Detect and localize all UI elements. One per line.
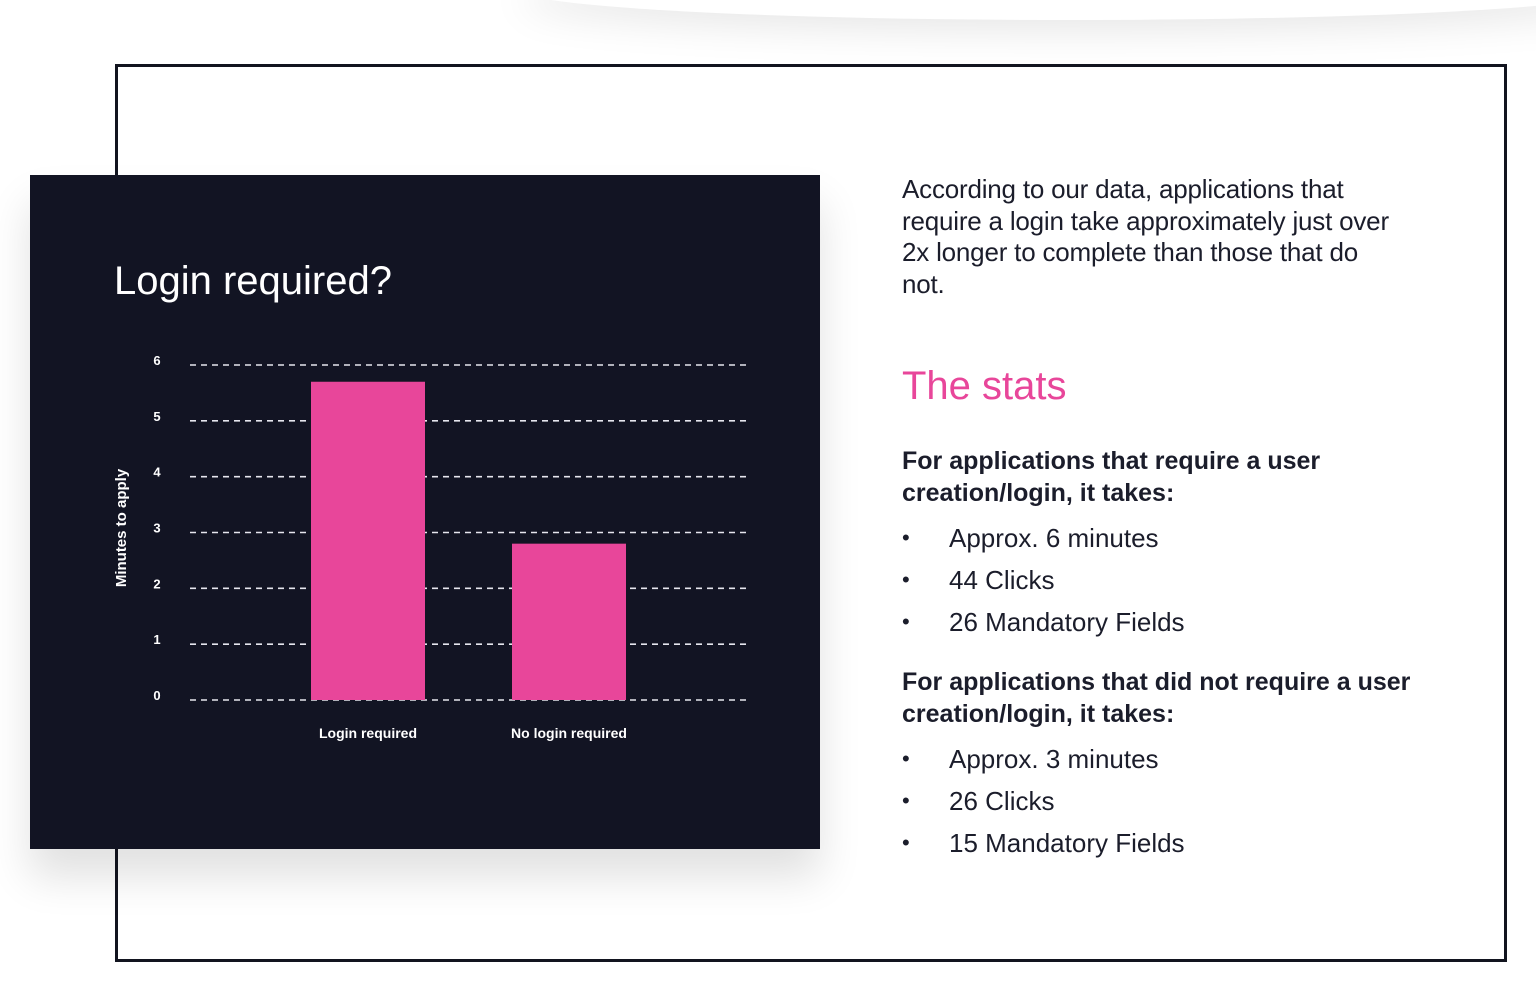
category-label: Login required (319, 725, 417, 741)
grid-lines (190, 365, 746, 700)
y-tick-label: 1 (153, 632, 161, 648)
list-item (902, 738, 1462, 780)
y-axis-label: Minutes to apply (113, 468, 130, 588)
stats-group-no-login (902, 667, 1462, 864)
category-labels (319, 725, 627, 741)
stats-list (902, 738, 1462, 864)
y-tick-label: 5 (153, 408, 161, 424)
stats-group-login (902, 446, 1462, 643)
stats-group-heading: For applications that require a user creation/login, it takes: (902, 447, 1321, 507)
list-item-text: 44 Clicks (949, 565, 1055, 595)
y-tick-label: 3 (153, 520, 161, 536)
category-label: No login required (511, 725, 627, 741)
y-tick-label: 6 (153, 353, 161, 368)
list-item-text: 15 Mandatory Fields (949, 828, 1185, 858)
y-tick-label: 4 (153, 464, 161, 480)
y-tick-labels (153, 353, 161, 703)
list-item (902, 517, 1462, 559)
bullet-icon: • (902, 609, 910, 634)
bar-chart (30, 175, 820, 849)
list-item-text: Approx. 3 minutes (949, 744, 1159, 774)
list-item (902, 822, 1462, 864)
bullet-icon: • (902, 788, 910, 813)
stats-list (902, 517, 1462, 643)
list-item-text: 26 Clicks (949, 786, 1055, 816)
stats-heading: The stats (902, 364, 1067, 408)
list-item (902, 559, 1462, 601)
text-column (902, 174, 1462, 858)
bullet-icon: • (902, 830, 910, 855)
bar (512, 544, 626, 700)
top-shadow (520, 0, 1536, 20)
bars (311, 382, 626, 700)
y-tick-label: 2 (153, 576, 161, 592)
intro-paragraph: According to our data, applications that require a login take approximately just over 2x longer to complete than those that do not. (902, 174, 1389, 299)
list-item-text: 26 Mandatory Fields (949, 607, 1185, 637)
y-tick-label: 0 (153, 688, 161, 703)
bar (311, 382, 425, 700)
chart-title: Login required? (114, 259, 392, 303)
list-item (902, 601, 1462, 643)
stats-group-heading: For applications that did not require a user creation/login, it takes: (902, 668, 1411, 728)
chart-card (30, 175, 820, 849)
bullet-icon: • (902, 525, 910, 550)
bullet-icon: • (902, 746, 910, 771)
bullet-icon: • (902, 567, 910, 592)
list-item-text: Approx. 6 minutes (949, 523, 1159, 553)
list-item (902, 780, 1462, 822)
